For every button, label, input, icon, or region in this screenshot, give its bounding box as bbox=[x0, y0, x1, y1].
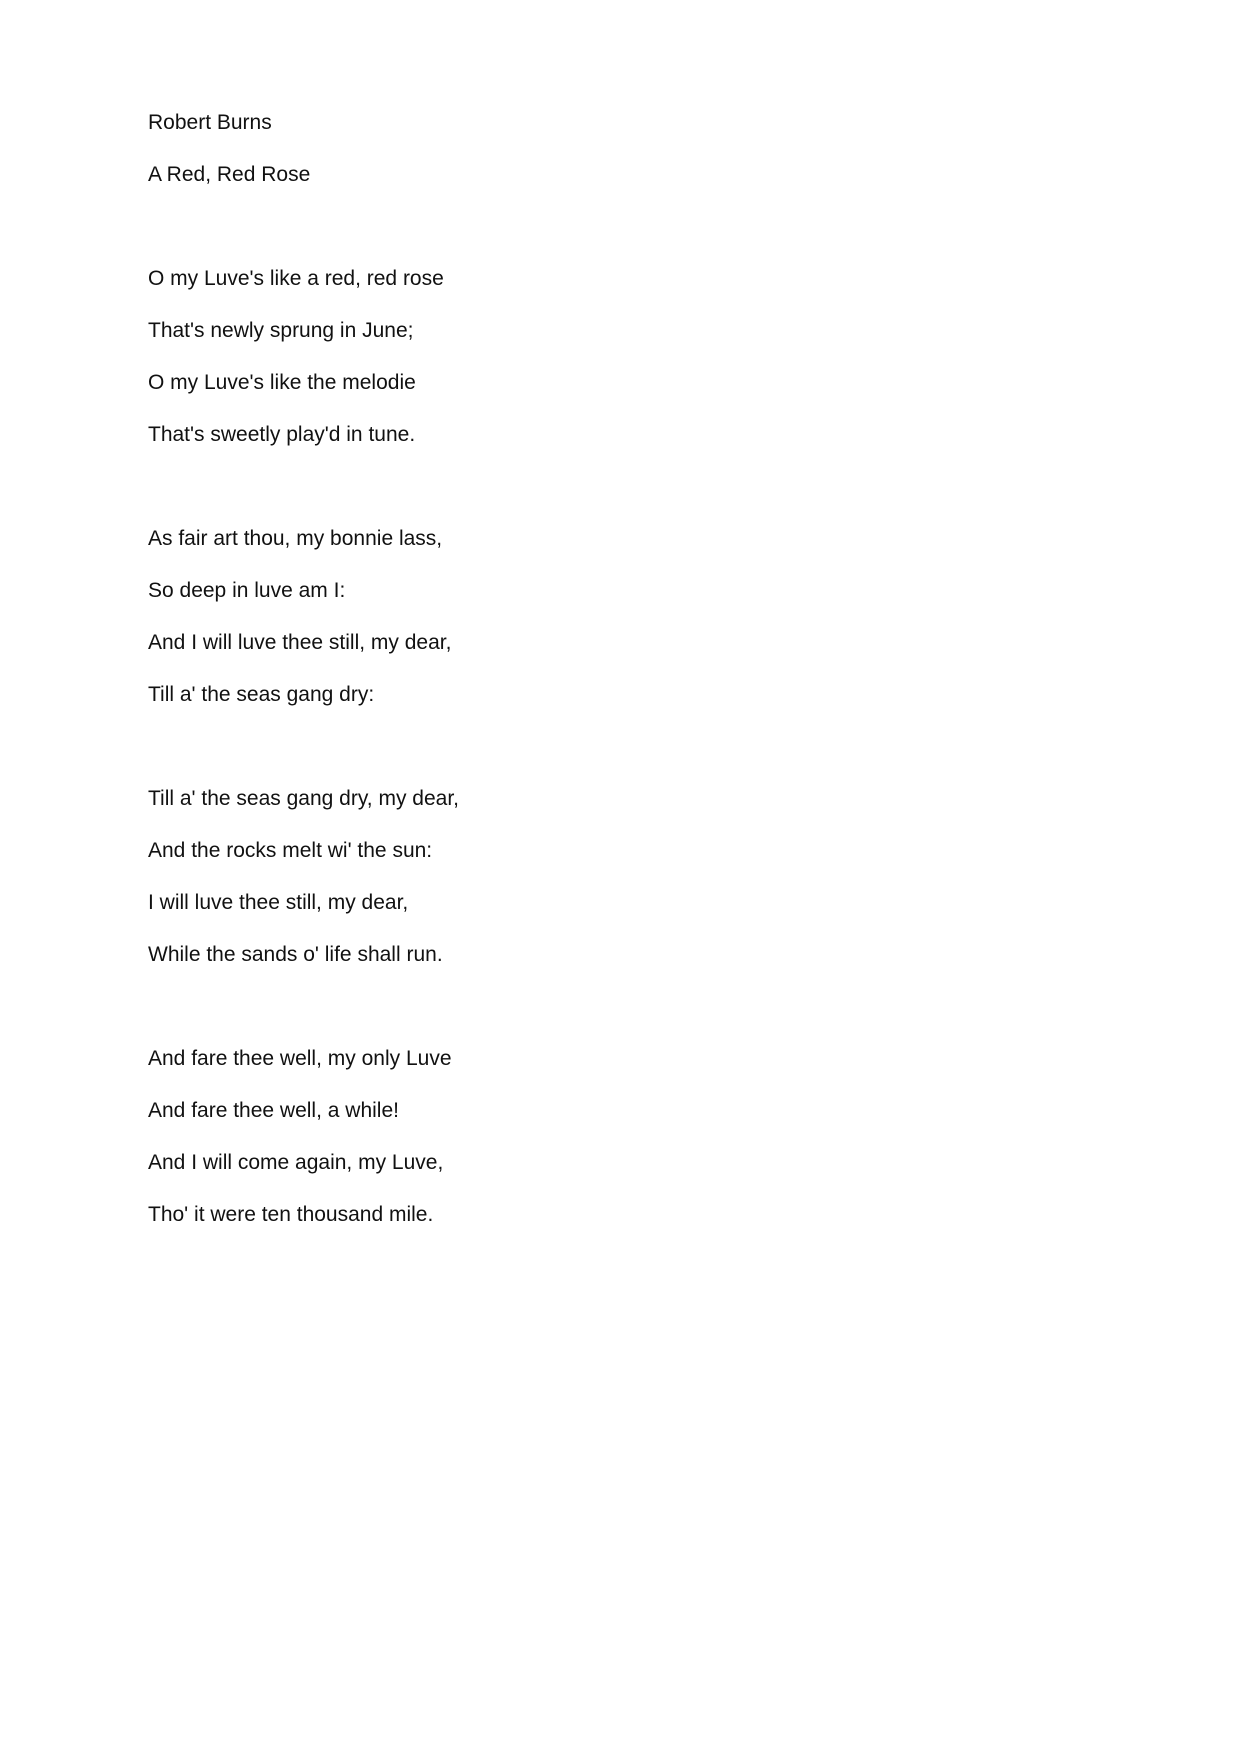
poem-line: And fare thee well, my only Luve bbox=[148, 1047, 452, 1070]
poem-line: O my Luve's like the melodie bbox=[148, 371, 416, 394]
poem-line: Till a' the seas gang dry: bbox=[148, 683, 375, 706]
stanza-gap bbox=[148, 734, 1108, 760]
stanza-4 bbox=[148, 1046, 1108, 1228]
poem-line: And the rocks melt wi' the sun: bbox=[148, 839, 433, 862]
poem-line: Tho' it were ten thousand mile. bbox=[148, 1203, 434, 1226]
poem-line: While the sands o' life shall run. bbox=[148, 943, 443, 966]
poem-line: I will luve thee still, my dear, bbox=[148, 891, 409, 914]
author-name: Robert Burns bbox=[148, 111, 272, 134]
poem-line: As fair art thou, my bonnie lass, bbox=[148, 527, 443, 550]
poem-line: That's sweetly play'd in tune. bbox=[148, 423, 416, 446]
poem-line: And fare thee well, a while! bbox=[148, 1099, 399, 1122]
stanza-2 bbox=[148, 526, 1108, 708]
poem-line: And I will luve thee still, my dear, bbox=[148, 631, 452, 654]
stanza-gap bbox=[148, 214, 1108, 240]
stanza-gap bbox=[148, 994, 1108, 1020]
poem-line: Till a' the seas gang dry, my dear, bbox=[148, 787, 459, 810]
poem-line: That's newly sprung in June; bbox=[148, 319, 414, 342]
poem-title: A Red, Red Rose bbox=[148, 163, 311, 186]
stanza-gap bbox=[148, 474, 1108, 500]
poem-line: O my Luve's like a red, red rose bbox=[148, 267, 444, 290]
poem-line: And I will come again, my Luve, bbox=[148, 1151, 444, 1174]
poem-line: So deep in luve am I: bbox=[148, 579, 346, 602]
poem-body bbox=[148, 110, 1108, 1254]
stanza-1 bbox=[148, 266, 1108, 448]
stanza-3 bbox=[148, 786, 1108, 968]
